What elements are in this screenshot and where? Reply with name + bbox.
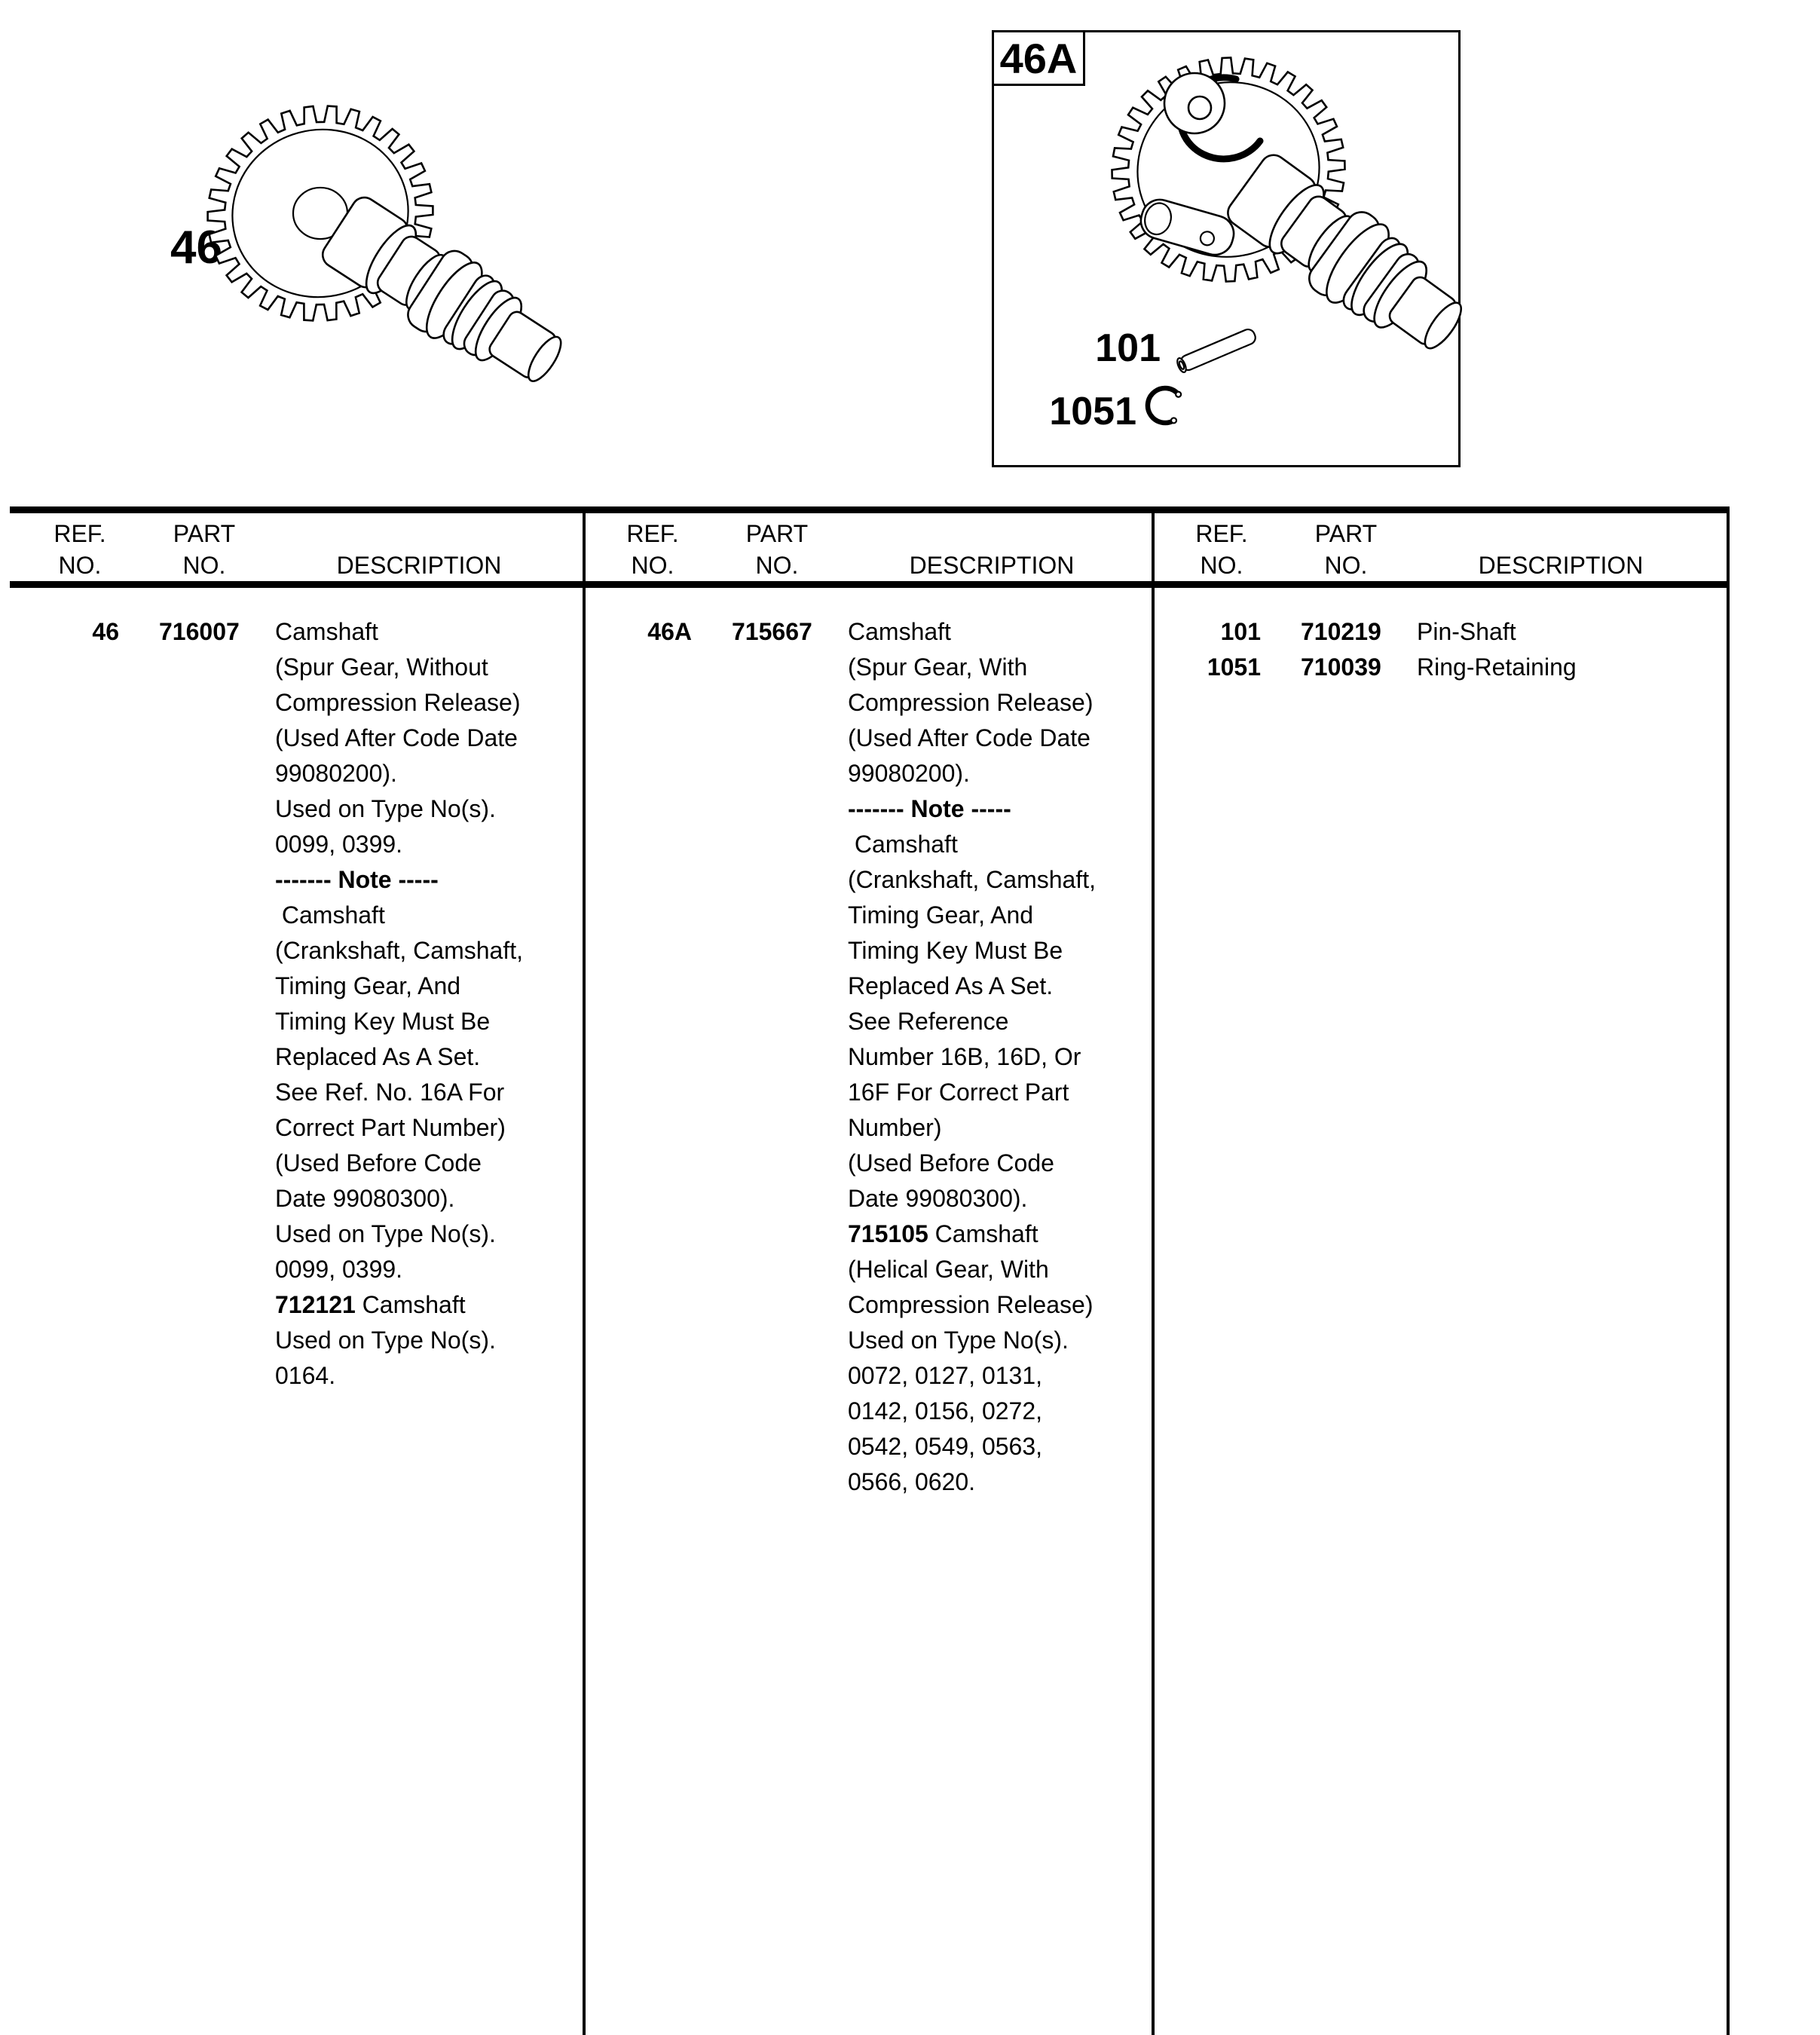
- ref-101-label: 101: [1095, 326, 1161, 370]
- header-part-line2: NO.: [755, 552, 799, 579]
- description-line: 99080200).: [275, 760, 397, 787]
- description-line: (Crankshaft, Camshaft,: [275, 937, 523, 964]
- description-line: Used on Type No(s).: [848, 1327, 1069, 1354]
- description-line: 0164.: [275, 1362, 336, 1389]
- description-line: Timing Key Must Be: [275, 1008, 491, 1035]
- header-part-line2: NO.: [182, 552, 226, 579]
- description-line: 0542, 0549, 0563,: [848, 1433, 1043, 1460]
- description-line: ------- Note -----: [848, 795, 1011, 822]
- description-line: Compression Release): [848, 1291, 1094, 1318]
- ref-no-cell: 46A: [647, 618, 692, 645]
- ref-no-cell: 46: [92, 618, 119, 645]
- part-no-cell: 715667: [732, 618, 812, 645]
- description-line: (Spur Gear, With: [848, 653, 1028, 681]
- description-line: 99080200).: [848, 760, 970, 787]
- table-right-border: [1727, 506, 1730, 2035]
- description-line: See Ref. No. 16A For: [275, 1079, 505, 1106]
- header-part-line2: NO.: [1324, 552, 1368, 579]
- description-line: Date 99080300).: [275, 1185, 455, 1212]
- description-line: Timing Gear, And: [848, 901, 1034, 929]
- header-description: DESCRIPTION: [909, 552, 1075, 579]
- description-line: Camshaft: [848, 618, 951, 645]
- description-line: Timing Key Must Be: [848, 937, 1063, 964]
- part-no-cell: 710219: [1301, 618, 1381, 645]
- description-line: Camshaft: [848, 831, 958, 858]
- description-line: Camshaft: [275, 901, 385, 929]
- description-line: 0099, 0399.: [275, 1256, 403, 1283]
- part-no-cell: 716007: [159, 618, 240, 645]
- description-line: (Used After Code Date: [275, 724, 518, 751]
- description-line: 0072, 0127, 0131,: [848, 1362, 1043, 1389]
- description-line: 0566, 0620.: [848, 1468, 976, 1495]
- part-no-cell: 710039: [1301, 653, 1381, 681]
- description-line: Number): [848, 1114, 942, 1141]
- header-ref-line2: NO.: [1200, 552, 1243, 579]
- header-part-line1: PART: [745, 520, 809, 547]
- description-line: Compression Release): [275, 689, 521, 716]
- description-line: Used on Type No(s).: [275, 1220, 496, 1247]
- header-ref-line2: NO.: [58, 552, 102, 579]
- header-description: DESCRIPTION: [1478, 552, 1644, 579]
- description-line: (Spur Gear, Without: [275, 653, 488, 681]
- description-line: Date 99080300).: [848, 1185, 1028, 1212]
- description-line: Compression Release): [848, 689, 1094, 716]
- header-part-line1: PART: [1314, 520, 1378, 547]
- description-line: Camshaft: [275, 618, 378, 645]
- header-ref-line2: NO.: [631, 552, 674, 579]
- figure-46-label: 46: [170, 222, 222, 274]
- description-line: 16F For Correct Part: [848, 1079, 1069, 1106]
- description-line: Used on Type No(s).: [275, 795, 496, 822]
- description-line: (Used After Code Date: [848, 724, 1090, 751]
- description-line: (Crankshaft, Camshaft,: [848, 866, 1096, 893]
- parts-column-group: [1152, 0, 1723, 2035]
- parts-column-group: [10, 0, 581, 2035]
- description-line: Timing Gear, And: [275, 972, 461, 999]
- description-line: (Used Before Code: [275, 1149, 482, 1177]
- header-ref-line1: REF.: [626, 520, 679, 547]
- description-line: Number 16B, 16D, Or: [848, 1043, 1081, 1070]
- description-line: Replaced As A Set.: [848, 972, 1054, 999]
- description-line: (Helical Gear, With: [848, 1256, 1049, 1283]
- description-line: See Reference: [848, 1008, 1009, 1035]
- ref-1051-label: 1051: [1049, 390, 1136, 433]
- header-description: DESCRIPTION: [336, 552, 502, 579]
- parts-column-group: [583, 0, 1154, 2035]
- description-line: ------- Note -----: [275, 866, 439, 893]
- header-ref-line1: REF.: [1195, 520, 1248, 547]
- description-line: 0099, 0399.: [275, 831, 403, 858]
- header-ref-line1: REF.: [54, 520, 106, 547]
- ref-no-cell: 1051: [1207, 653, 1261, 681]
- figure-46a-label: 46A: [992, 30, 1085, 86]
- description-line: Used on Type No(s).: [275, 1327, 496, 1354]
- description-line: Correct Part Number): [275, 1114, 506, 1141]
- description-line: 712121 Camshaft: [275, 1291, 466, 1318]
- description-line: (Used Before Code: [848, 1149, 1054, 1177]
- description-line: Ring-Retaining: [1417, 653, 1577, 681]
- description-line: 0142, 0156, 0272,: [848, 1397, 1043, 1424]
- ref-no-cell: 101: [1220, 618, 1261, 645]
- header-part-line1: PART: [173, 520, 236, 547]
- description-line: Pin-Shaft: [1417, 618, 1516, 645]
- description-line: Replaced As A Set.: [275, 1043, 481, 1070]
- description-line: 715105 Camshaft: [848, 1220, 1038, 1247]
